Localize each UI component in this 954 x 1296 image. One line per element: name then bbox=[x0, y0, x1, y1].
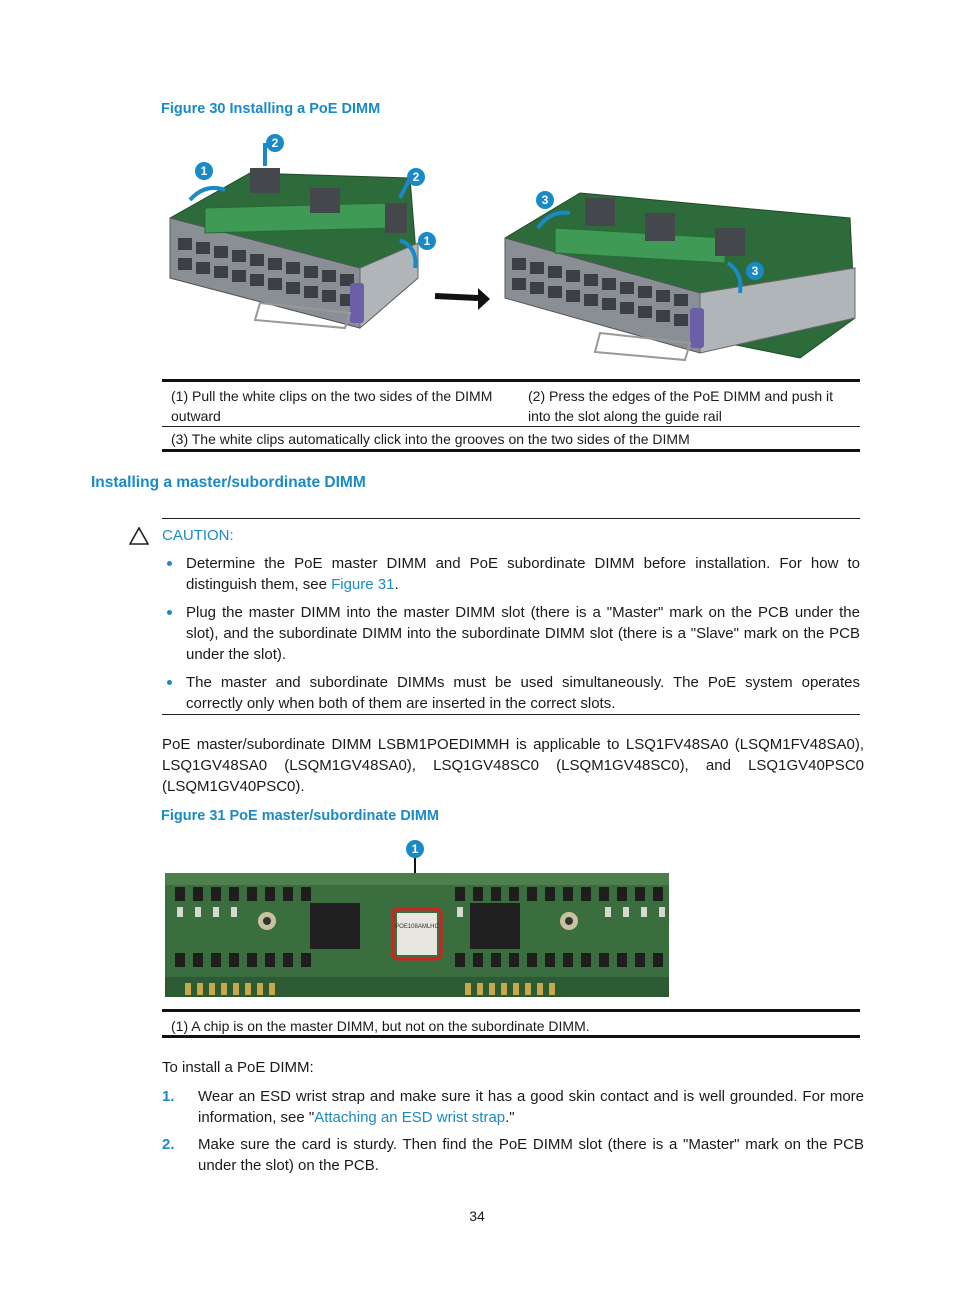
install-steps bbox=[162, 1086, 864, 1182]
caution-item: Determine the PoE master DIMM and PoE subordinate DIMM before installation. For how to distinguish them, see Figure 31. bbox=[162, 553, 860, 595]
poe-dimm-install-diagram bbox=[160, 128, 860, 370]
fig31-caption-top-rule bbox=[162, 1009, 860, 1012]
figure-30-caption-1: (1) Pull the white clips on the two sides of the DIMM outward bbox=[171, 388, 493, 424]
chip-marking: POE108AMLHC bbox=[395, 924, 439, 930]
caution-item: Plug the master DIMM into the master DIMM slot (there is a "Master" mark on the PCB under the slot), and the subordinate DIMM into the subordinate DIMM slot (there is a "Slave" mark on the PCB under the slot). bbox=[162, 602, 860, 665]
install-intro: To install a PoE DIMM: bbox=[162, 1059, 314, 1076]
dimm-board-image bbox=[165, 873, 669, 997]
caution-item: The master and subordinate DIMMs must be used simultaneously. The PoE system operates correctly only when both of them are inserted in the correct slots. bbox=[162, 672, 860, 714]
callout-3-right: 3 bbox=[746, 262, 764, 280]
callout-3-left: 3 bbox=[536, 191, 554, 209]
caution-triangle-icon bbox=[129, 527, 149, 550]
esd-wrist-strap-link[interactable]: Attaching an ESD wrist strap bbox=[314, 1109, 506, 1126]
bullet-icon bbox=[167, 680, 172, 685]
fig31-caption-bottom-rule bbox=[162, 1035, 860, 1038]
figure-31-caption: (1) A chip is on the master DIMM, but not on the subordinate DIMM. bbox=[171, 1018, 590, 1034]
caution-top-rule bbox=[162, 518, 860, 519]
figure-31-dimm-photo bbox=[165, 873, 669, 997]
figure-30-illustration bbox=[160, 128, 860, 370]
caution-label: CAUTION: bbox=[162, 527, 234, 544]
figure-30-caption-2: (2) Press the edges of the PoE DIMM and push it into the slot along the guide rail bbox=[528, 388, 834, 424]
callout-2-right: 2 bbox=[407, 168, 425, 186]
card-right bbox=[505, 193, 855, 360]
caution-list bbox=[162, 553, 860, 721]
figure-31-link[interactable]: Figure 31 bbox=[331, 576, 395, 593]
callout-2-top: 2 bbox=[266, 134, 284, 152]
bullet-icon bbox=[167, 610, 172, 615]
figure-30-caption-3: (3) The white clips automatically click into the grooves on the two sides of the DIMM bbox=[171, 431, 690, 447]
page-number: 34 bbox=[469, 1208, 485, 1224]
step-number: 2. bbox=[162, 1136, 175, 1153]
figure-31-title: Figure 31 PoE master/subordinate DIMM bbox=[161, 808, 439, 824]
callout-1-right: 1 bbox=[418, 232, 436, 250]
section-title: Installing a master/subordinate DIMM bbox=[91, 474, 366, 491]
callout-1-chip: 1 bbox=[406, 840, 424, 858]
applicability-paragraph: PoE master/subordinate DIMM LSBM1POEDIMMH is applicable to LSQ1FV48SA0 (LSQM1FV48SA0), LSQ1GV48SA0 (LSQM1GV48SA0), LSQ1GV48SC0 (LSQM1GV48SC0), and LSQ1GV40PSC0 (LSQM1GV40PSC0). bbox=[162, 736, 864, 795]
caption-table-top-rule bbox=[162, 379, 860, 382]
callout-1-left: 1 bbox=[195, 162, 213, 180]
bullet-icon bbox=[167, 561, 172, 566]
caption-table-bottom-rule bbox=[162, 449, 860, 452]
arrow-between-icon bbox=[435, 296, 478, 298]
step-item: 2. Make sure the card is sturdy. Then find the PoE DIMM slot (there is a "Master" mark on the PCB under the slot) on the PCB. bbox=[162, 1136, 864, 1174]
figure-30-title: Figure 30 Installing a PoE DIMM bbox=[161, 101, 381, 117]
step-number: 1. bbox=[162, 1088, 175, 1105]
caution-bottom-rule bbox=[162, 714, 860, 715]
caption-table-mid-rule bbox=[162, 426, 860, 427]
step-item: 1. Wear an ESD wrist strap and make sure it has a good skin contact and is well grounded. For more information, see "Attaching an ESD wrist strap." bbox=[162, 1088, 864, 1126]
